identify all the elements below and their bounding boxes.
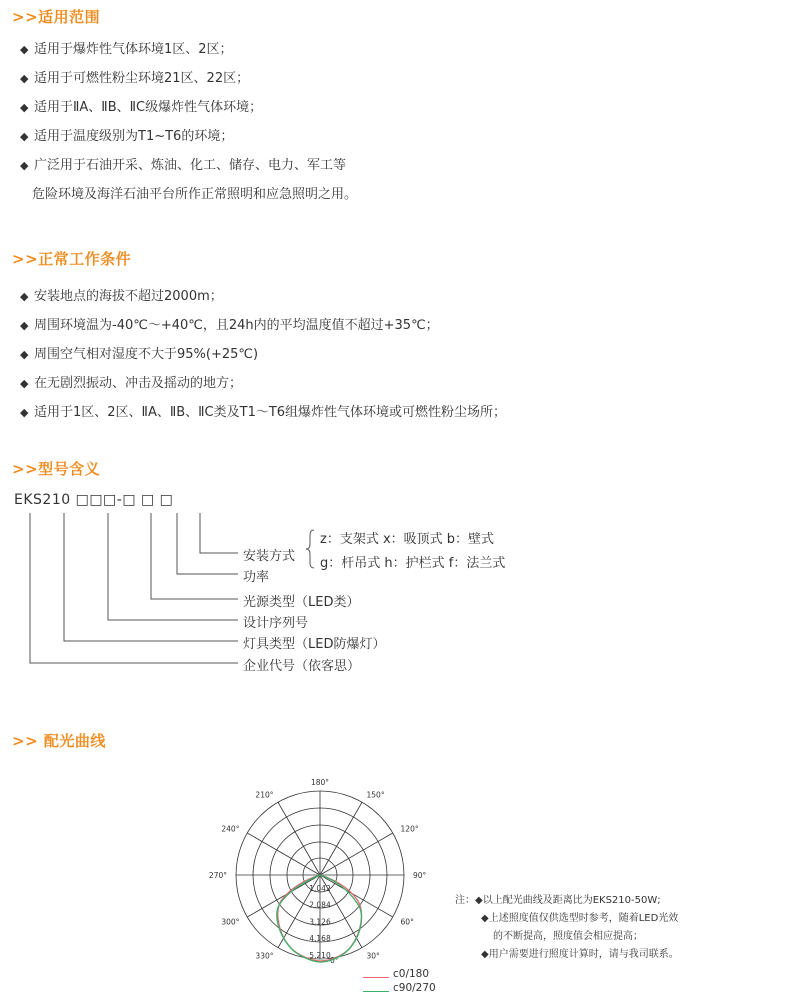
- polar-angle-label: 30°: [366, 951, 380, 961]
- label-light-source: 光源类型（LED类）: [243, 595, 360, 610]
- polar-radial-label: 4,168: [309, 934, 331, 944]
- chart-notes: [455, 892, 679, 964]
- section-title-model: >>型号含义: [12, 460, 101, 478]
- diamond-bullet-icon: ◆: [20, 130, 29, 143]
- scope-list: [20, 35, 357, 209]
- diamond-bullet-icon: ◆: [20, 377, 29, 390]
- diamond-bullet-icon: ◆: [20, 406, 29, 419]
- list-item: ◆ 适用于温度级别为T1~T6的环境；: [20, 122, 357, 151]
- diamond-bullet-icon: ◆: [475, 895, 483, 906]
- legend-swatch-c0: [363, 977, 389, 978]
- label-design-serial: 设计序列号: [243, 616, 309, 631]
- polar-radial-label: 5,210: [309, 951, 331, 960]
- model-bracket-diagram: [0, 480, 800, 680]
- list-item: ◆ 适用于爆炸性气体环境1区、2区；: [20, 35, 357, 64]
- list-item: ◆ 适用于ⅡA、ⅡB、ⅡC级爆炸性气体环境；: [20, 93, 357, 122]
- diamond-bullet-icon: ◆: [20, 159, 29, 172]
- label-lamp-type: 灯具类型（LED防爆灯）: [243, 637, 386, 652]
- polar-chart-svg: [208, 775, 427, 975]
- polar-angle-label: 180°: [310, 778, 330, 787]
- list-item-continuation: 危险环境及海洋石油平台所作正常照明和应急照明之用。: [32, 187, 358, 202]
- diamond-bullet-icon: ◆: [20, 348, 29, 361]
- list-item: ◆ 广泛用于石油开采、炼油、化工、储存、电力、军工等: [20, 151, 357, 180]
- note-line: 的不断提高，照度值会相应提高；: [493, 931, 643, 942]
- list-item: ◆ 周围环境温为-40℃～+40℃，且24h内的平均温度值不超过+35℃；: [20, 311, 506, 340]
- polar-spoke: [247, 833, 320, 875]
- polar-angle-label: 300°: [221, 917, 240, 927]
- polar-angle-label: 270°: [208, 871, 227, 880]
- section-title-scope: >>适用范围: [12, 8, 101, 26]
- polar-spoke: [320, 833, 393, 875]
- diamond-bullet-icon: ◆: [20, 72, 29, 85]
- legend-label-c90: c90/270: [393, 982, 436, 994]
- label-power: 功率: [243, 570, 270, 585]
- legend-label-c0: c0/180: [393, 968, 430, 980]
- polar-angle-label: 330°: [255, 951, 274, 961]
- polar-angle-label: 210°: [255, 790, 274, 800]
- polar-angle-label: 90°: [413, 871, 427, 880]
- polar-radial-label: 2,084: [309, 900, 331, 910]
- install-options-row2: g：杆吊式 h：护栏式 f：法兰式: [320, 556, 506, 571]
- section-title-conditions: >>正常工作条件: [12, 250, 132, 268]
- list-item: ◆ 周围空气相对湿度不大于95%(+25℃): [20, 340, 506, 369]
- model-code: EKS210 □□□-□ □ □: [14, 492, 174, 508]
- polar-spoke: [320, 875, 393, 917]
- section-title-light-curve: >> 配光曲线: [12, 732, 106, 750]
- diamond-bullet-icon: ◆: [20, 43, 29, 56]
- diamond-bullet-icon: ◆: [20, 101, 29, 114]
- polar-diagram: [208, 775, 427, 979]
- polar-spoke: [247, 875, 320, 917]
- diamond-bullet-icon: ◆: [481, 949, 489, 960]
- polar-spoke: [278, 802, 320, 875]
- legend-swatch-c90: [363, 991, 389, 992]
- polar-angle-label: 240°: [221, 824, 240, 834]
- install-options-row1: z：支架式 x：吸顶式 b：壁式: [320, 532, 495, 547]
- polar-spoke: [320, 802, 362, 875]
- polar-angle-label: 60°: [400, 917, 414, 927]
- polar-angle-label: 0°: [330, 956, 339, 965]
- note-line: ◆上述照度值仅供选型时参考，随着LED光效: [481, 913, 679, 924]
- diamond-bullet-icon: ◆: [20, 319, 29, 332]
- polar-radial-label: 1,042: [309, 883, 331, 893]
- polar-angle-label: 120°: [400, 824, 419, 834]
- conditions-list: [20, 282, 506, 427]
- note-line: 注：◆以上配光曲线及距离比为EKS210-50W;: [455, 895, 661, 906]
- label-company-code: 企业代号（依客思）: [243, 659, 361, 674]
- list-item: ◆ 在无剧烈振动、冲击及摇动的地方；: [20, 369, 506, 398]
- list-item: ◆ 适用于1区、2区、ⅡA、ⅡB、ⅡC类及T1～T6组爆炸性气体环境或可燃性粉尘场所；: [20, 398, 506, 427]
- list-item: ◆ 安装地点的海拔不超过2000m；: [20, 282, 506, 311]
- polar-angle-label: 150°: [366, 790, 385, 800]
- note-line: ◆用户需要进行照度计算时，请与我司联系。: [481, 949, 679, 960]
- list-item: ◆ 适用于可燃性粉尘环境21区、22区；: [20, 64, 357, 93]
- diamond-bullet-icon: ◆: [20, 290, 29, 303]
- polar-radial-label: 3,126: [309, 917, 331, 927]
- diamond-bullet-icon: ◆: [481, 913, 489, 924]
- label-install-method: 安装方式: [243, 549, 296, 564]
